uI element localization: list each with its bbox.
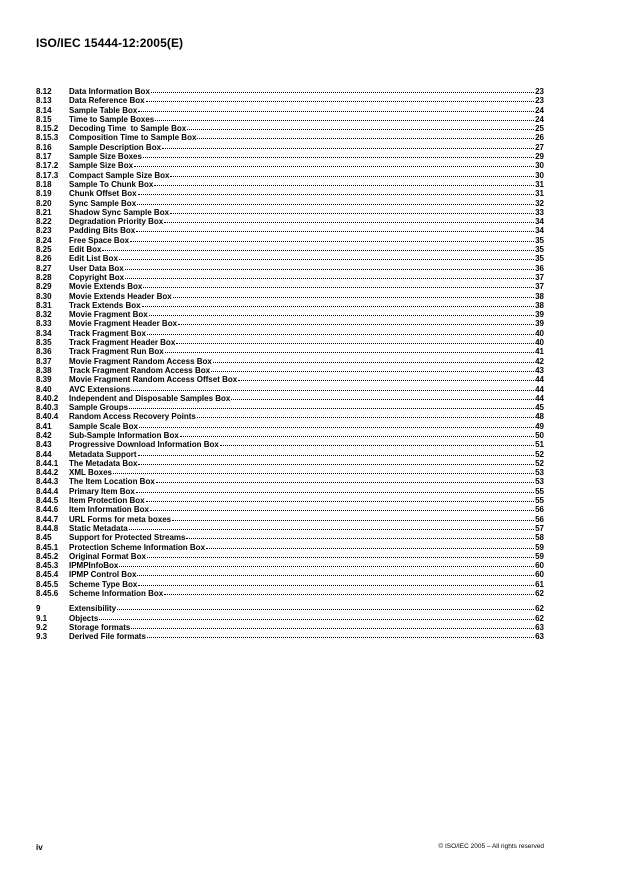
toc-entry-number: 8.13 <box>36 96 52 106</box>
toc-entry-number: 8.44.5 <box>36 496 59 506</box>
toc-entry-page: 32 <box>535 198 544 208</box>
toc-entry-number: 8.38 <box>36 365 52 375</box>
toc-leader-dots <box>156 476 534 483</box>
toc-entry-number: 9.1 <box>36 613 48 623</box>
toc-entry-page: 38 <box>535 300 544 310</box>
toc-entry-page: 62 <box>535 613 544 623</box>
toc-entry-page: 39 <box>535 319 544 329</box>
toc-leader-dots <box>180 430 534 437</box>
toc-leader-dots <box>102 244 534 251</box>
toc-entry-number: 8.44.1 <box>36 458 59 468</box>
toc-entry-page: 44 <box>535 375 544 385</box>
toc-leader-dots <box>149 309 534 316</box>
toc-entry-title: Item Protection Box <box>69 496 145 506</box>
toc-entry-number: 8.25 <box>36 245 52 255</box>
toc-entry-page: 49 <box>535 421 544 431</box>
toc-entry-number: 8.24 <box>36 235 52 245</box>
toc-entry-page: 55 <box>535 486 544 496</box>
toc-entry-number: 8.33 <box>36 319 52 329</box>
toc-leader-dots <box>138 449 534 456</box>
toc-leader-dots <box>197 132 534 139</box>
toc-entry-number: 8.41 <box>36 421 52 431</box>
toc-entry-number: 8.39 <box>36 375 52 385</box>
toc-leader-dots <box>136 486 534 493</box>
toc-leader-dots <box>129 402 534 409</box>
toc-entry-title: URL Forms for meta boxes <box>69 514 172 524</box>
toc-entry-title: Movie Fragment Random Access Box <box>69 356 212 366</box>
toc-entry-title: Shadow Sync Sample Box <box>69 207 170 217</box>
toc-leader-dots <box>131 384 534 391</box>
toc-entry-number: 8.45 <box>36 533 52 543</box>
toc-leader-dots <box>238 374 534 381</box>
toc-entry-number: 8.31 <box>36 300 52 310</box>
toc-entry-title: Movie Extends Box <box>69 282 143 292</box>
toc-entry-title: Original Format Box <box>69 551 146 561</box>
toc-entry-page: 36 <box>535 263 544 273</box>
toc-leader-dots <box>162 142 534 149</box>
toc-entry-title: IPMP Control Box <box>69 570 137 580</box>
toc-entry-page: 35 <box>535 235 544 245</box>
toc-entry-number: 8.45.6 <box>36 589 59 599</box>
toc-entry-title: Free Space Box <box>69 235 130 245</box>
toc-entry-title: The Item Location Box <box>69 477 155 487</box>
toc-entry-page: 27 <box>535 142 544 152</box>
toc-entry-title: Primary Item Box <box>69 486 135 496</box>
toc-leader-dots <box>137 198 534 205</box>
toc-leader-dots <box>134 160 534 167</box>
document-header: ISO/IEC 15444-12:2005(E) <box>36 36 184 50</box>
toc-entry-page: 35 <box>535 245 544 255</box>
toc-entry-title: Sample Description Box <box>69 142 162 152</box>
toc-entry-page: 45 <box>535 403 544 413</box>
toc-entry-number: 8.44.2 <box>36 468 59 478</box>
toc-entry-title: Sub-Sample Information Box <box>69 430 179 440</box>
toc-entry-number: 9.2 <box>36 622 48 632</box>
toc-entry-page: 42 <box>535 356 544 366</box>
toc-leader-dots <box>170 170 534 177</box>
toc-entry-number: 8.35 <box>36 338 52 348</box>
toc-leader-dots <box>130 235 534 242</box>
toc-entry-title: Sample Scale Box <box>69 421 138 431</box>
toc-entry-page: 26 <box>535 133 544 143</box>
toc-entry-page: 59 <box>535 542 544 552</box>
toc-entry-number: 8.15.3 <box>36 133 59 143</box>
copyright-notice: © ISO/IEC 2005 – All rights reserved <box>438 843 544 850</box>
toc-entry-title: Composition Time to Sample Box <box>69 133 197 143</box>
toc-leader-dots <box>213 356 534 363</box>
toc-entry-page: 44 <box>535 384 544 394</box>
toc-leader-dots <box>150 504 534 511</box>
toc-entry-number: 8.19 <box>36 189 52 199</box>
toc-entry-title: Edit Box <box>69 245 102 255</box>
toc-entry-title: Progressive Download Information Box <box>69 440 219 450</box>
toc-entry-title: Track Fragment Header Box <box>69 338 176 348</box>
toc-entry-title: Sample Size Boxes <box>69 152 142 162</box>
toc-entry-title: Movie Fragment Random Access Offset Box <box>69 375 238 385</box>
toc-leader-dots <box>138 579 534 586</box>
toc-leader-dots <box>137 569 534 576</box>
toc-entry-number: 8.36 <box>36 347 52 357</box>
toc-entry-page: 34 <box>535 226 544 236</box>
toc-entry-title: Storage formats <box>69 622 131 632</box>
toc-entry-title: Extensibility <box>69 604 117 614</box>
toc-entry-number: 8.37 <box>36 356 52 366</box>
toc-leader-dots <box>146 495 534 502</box>
toc-entry-number: 8.22 <box>36 217 52 227</box>
toc-entry-page: 24 <box>535 105 544 115</box>
toc-entry-number: 8.12 <box>36 87 52 96</box>
toc-leader-dots <box>125 272 534 279</box>
toc-leader-dots <box>129 523 534 530</box>
toc-entry-number: 8.45.5 <box>36 579 59 589</box>
toc-entry-page: 24 <box>535 114 544 124</box>
toc-entry-title: Item Information Box <box>69 505 150 515</box>
toc-entry-page: 48 <box>535 412 544 422</box>
toc-leader-dots <box>131 622 534 629</box>
toc-entry-page: 31 <box>535 189 544 199</box>
toc-leader-dots <box>164 216 534 223</box>
toc-entry-number: 8.16 <box>36 142 52 152</box>
toc-leader-dots <box>138 105 534 112</box>
toc-entry-number: 8.44.4 <box>36 486 59 496</box>
toc-entry-number: 8.27 <box>36 263 52 273</box>
toc-entry-number: 8.17.2 <box>36 161 59 171</box>
toc-entry[interactable] <box>36 632 544 641</box>
toc-entry-title: IPMPInfoBox <box>69 561 119 571</box>
toc-leader-dots <box>138 458 534 465</box>
toc-leader-dots <box>138 188 534 195</box>
toc-leader-dots <box>206 542 534 549</box>
toc-entry-page: 41 <box>535 347 544 357</box>
toc-entry-number: 8.45.4 <box>36 570 59 580</box>
toc-entry-page: 60 <box>535 561 544 571</box>
toc-leader-dots <box>186 532 534 539</box>
toc-entry-number: 8.18 <box>36 179 52 189</box>
toc-entry-page: 37 <box>535 282 544 292</box>
toc-entry-page: 52 <box>535 449 544 459</box>
toc-entry-title: Movie Extends Header Box <box>69 291 172 301</box>
toc-entry-page: 59 <box>535 551 544 561</box>
toc-entry-number: 8.17.3 <box>36 170 59 180</box>
toc-entry-page: 25 <box>535 124 544 134</box>
toc-leader-dots <box>164 588 534 595</box>
toc-leader-dots <box>147 631 534 638</box>
toc-entry-title: AVC Extensions <box>69 384 131 394</box>
toc-entry-title: Decoding Time to Sample Box <box>69 124 187 134</box>
toc-entry-title: Chunk Offset Box <box>69 189 137 199</box>
toc-leader-dots <box>173 291 534 298</box>
toc-entry-number: 9.3 <box>36 632 48 642</box>
toc-entry-title: Objects <box>69 613 99 623</box>
toc-entry-page: 60 <box>535 570 544 580</box>
toc-entry-title: Track Fragment Random Access Box <box>69 365 211 375</box>
toc-leader-dots <box>143 281 534 288</box>
toc-leader-dots <box>99 613 534 620</box>
toc-entry-number: 8.40.4 <box>36 412 59 422</box>
toc-entry-page: 23 <box>535 87 544 96</box>
toc-entry-page: 39 <box>535 310 544 320</box>
toc-entry-page: 23 <box>535 96 544 106</box>
page-number: iv <box>36 843 43 852</box>
toc-entry-title: Metadata Support <box>69 449 137 459</box>
toc-entry-page: 40 <box>535 338 544 348</box>
toc-entry-title: Track Extends Box <box>69 300 141 310</box>
toc-entry-title: Static Metadata <box>69 523 128 533</box>
toc-entry-page: 35 <box>535 254 544 264</box>
toc-leader-dots <box>165 346 534 353</box>
toc-entry-number: 8.40.2 <box>36 393 59 403</box>
toc-entry-page: 55 <box>535 496 544 506</box>
toc-entry-page: 61 <box>535 579 544 589</box>
toc-entry-title: Derived File formats <box>69 632 146 642</box>
toc-entry-title: Sample To Chunk Box <box>69 179 154 189</box>
toc-entry-title: Compact Sample Size Box <box>69 170 170 180</box>
toc-entry-title: User Data Box <box>69 263 124 273</box>
toc-leader-dots <box>119 253 534 260</box>
toc-leader-dots <box>154 179 534 186</box>
toc-entry-number: 8.45.1 <box>36 542 59 552</box>
toc-entry-number: 8.45.3 <box>36 561 59 571</box>
toc-entry-page: 40 <box>535 328 544 338</box>
toc-entry-title: Independent and Disposable Samples Box <box>69 393 231 403</box>
toc-entry-page: 30 <box>535 161 544 171</box>
toc-entry-title: Scheme Type Box <box>69 579 138 589</box>
toc-leader-dots <box>143 151 534 158</box>
toc-entry-number: 8.14 <box>36 105 52 115</box>
toc-entry-page: 58 <box>535 533 544 543</box>
toc-entry-page: 53 <box>535 477 544 487</box>
toc-entry-title: Copyright Box <box>69 272 125 282</box>
toc-entry-title: Movie Fragment Header Box <box>69 319 178 329</box>
toc-entry-title: XML Boxes <box>69 468 112 478</box>
toc-entry-title: Random Access Recovery Points <box>69 412 196 422</box>
toc-entry-title: Scheme Information Box <box>69 589 164 599</box>
toc-leader-dots <box>176 337 534 344</box>
toc-leader-dots <box>178 318 534 325</box>
toc-leader-dots <box>231 393 534 400</box>
toc-leader-dots <box>147 328 534 335</box>
toc-entry-title: Edit List Box <box>69 254 118 264</box>
toc-entry-number: 8.29 <box>36 282 52 292</box>
toc-entry-page: 50 <box>535 430 544 440</box>
toc-entry-title: Time to Sample Boxes <box>69 114 155 124</box>
toc-entry-page: 44 <box>535 393 544 403</box>
toc-entry-title: Track Fragment Run Box <box>69 347 164 357</box>
toc-entry-title: Movie Fragment Box <box>69 310 148 320</box>
toc-entry-number: 8.32 <box>36 310 52 320</box>
toc-leader-dots <box>147 551 534 558</box>
toc-leader-dots <box>211 365 534 372</box>
toc-entry-number: 8.15.2 <box>36 124 59 134</box>
toc-entry-page: 56 <box>535 505 544 515</box>
toc-entry-number: 8.45.2 <box>36 551 59 561</box>
toc-leader-dots <box>155 114 534 121</box>
toc-entry-page: 29 <box>535 152 544 162</box>
toc-entry-page: 62 <box>535 589 544 599</box>
toc-leader-dots <box>136 225 534 232</box>
toc-entry-number: 8.44.7 <box>36 514 59 524</box>
toc-entry-title: Data Reference Box <box>69 96 145 106</box>
toc-entry-page: 63 <box>535 622 544 632</box>
toc-leader-dots <box>220 439 534 446</box>
toc-entry-page: 52 <box>535 458 544 468</box>
toc-entry-title: Sync Sample Box <box>69 198 137 208</box>
toc-entry-number: 8.44.8 <box>36 523 59 533</box>
toc-leader-dots <box>170 207 534 214</box>
toc-leader-dots <box>117 603 534 610</box>
toc-entry-number: 8.30 <box>36 291 52 301</box>
toc-entry-title: Track Fragment Box <box>69 328 146 338</box>
toc-entry-number: 8.44.3 <box>36 477 59 487</box>
toc-entry-page: 56 <box>535 514 544 524</box>
toc-entry-page: 63 <box>535 632 544 642</box>
toc-entry-page: 38 <box>535 291 544 301</box>
toc-entry-number: 8.44 <box>36 449 52 459</box>
toc-entry-number: 8.34 <box>36 328 52 338</box>
toc-entry-number: 8.40.3 <box>36 403 59 413</box>
toc-entry-number: 8.26 <box>36 254 52 264</box>
toc-leader-dots <box>142 300 534 307</box>
toc-entry-title: The Metadata Box <box>69 458 138 468</box>
toc-entry-title: Padding Bits Box <box>69 226 136 236</box>
toc-entry-page: 34 <box>535 217 544 227</box>
toc-entry-number: 8.44.6 <box>36 505 59 515</box>
toc-entry-title: Data Information Box <box>69 87 150 96</box>
toc-entry-number: 8.17 <box>36 152 52 162</box>
toc-entry-title: Sample Table Box <box>69 105 138 115</box>
toc-entry-number: 8.42 <box>36 430 52 440</box>
toc-entry-title: Sample Size Box <box>69 161 134 171</box>
toc-leader-dots <box>113 467 534 474</box>
toc-entry-page: 31 <box>535 179 544 189</box>
toc-entry-page: 33 <box>535 207 544 217</box>
table-of-contents <box>36 87 544 642</box>
toc-entry-page: 57 <box>535 523 544 533</box>
toc-entry[interactable] <box>36 589 544 598</box>
toc-leader-dots <box>146 95 534 102</box>
toc-leader-dots <box>172 514 534 521</box>
toc-leader-dots <box>125 263 534 270</box>
toc-entry-page: 51 <box>535 440 544 450</box>
toc-leader-dots <box>197 411 534 418</box>
toc-leader-dots <box>139 421 534 428</box>
toc-entry-number: 8.20 <box>36 198 52 208</box>
toc-entry-title: Support for Protected Streams <box>69 533 186 543</box>
toc-entry-title: Degradation Priority Box <box>69 217 164 227</box>
toc-entry-page: 53 <box>535 468 544 478</box>
toc-entry-number: 8.15 <box>36 114 52 124</box>
toc-entry-title: Sample Groups <box>69 403 129 413</box>
toc-leader-dots <box>119 560 534 567</box>
toc-entry-number: 8.43 <box>36 440 52 450</box>
toc-leader-dots <box>187 123 534 130</box>
toc-leader-dots <box>151 86 534 93</box>
toc-entry-number: 8.28 <box>36 272 52 282</box>
toc-entry-number: 8.40 <box>36 384 52 394</box>
toc-entry-page: 62 <box>535 604 544 614</box>
toc-entry-page: 43 <box>535 365 544 375</box>
toc-entry-page: 37 <box>535 272 544 282</box>
toc-entry-number: 8.21 <box>36 207 52 217</box>
toc-entry-number: 9 <box>36 604 41 614</box>
toc-entry-page: 30 <box>535 170 544 180</box>
toc-entry-title: Protection Scheme Information Box <box>69 542 206 552</box>
toc-entry-number: 8.23 <box>36 226 52 236</box>
